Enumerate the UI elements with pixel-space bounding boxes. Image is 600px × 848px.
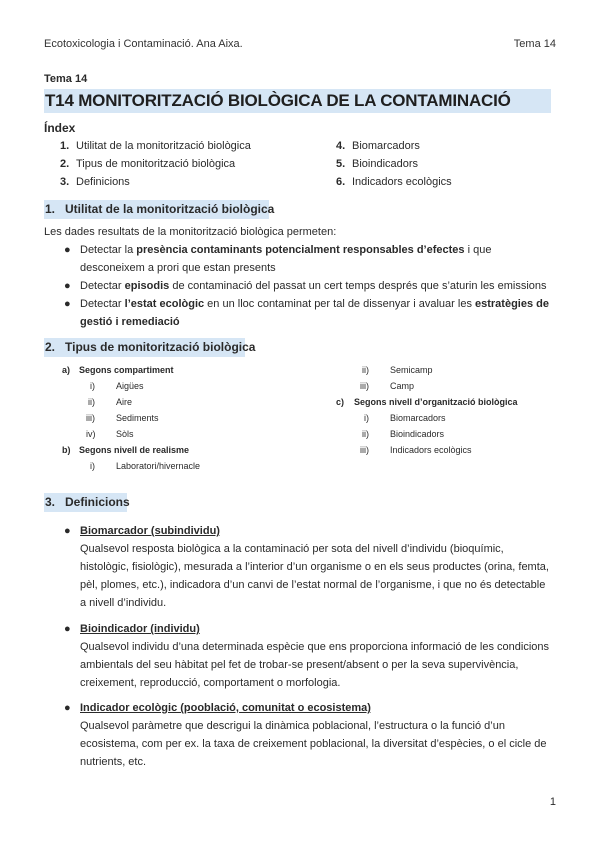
list-item: ● Detectar l’estat ecològic en un lloc contaminat per tal de dissenyar i avaluar les estratègies de gestió i remediació xyxy=(64,298,549,328)
section-1-intro: Les dades resultats de la monitorització biològica permeten: xyxy=(44,226,337,238)
definition-text: Qualsevol paràmetre que descrigui la dinàmica poblacional, l’estructura o la funció d’un ecosistema, com per ex. la taxa de creixement poblacional, la diversitat d’espècies, o el cicle de nutrients, etc. xyxy=(80,720,547,768)
index-item: 4. Biomarcadors xyxy=(336,140,420,152)
index-item: 5. Bioindicadors xyxy=(336,158,419,170)
index-item: 6. Indicadors ecològics xyxy=(336,176,452,188)
index-item: 2. Tipus de monitorització biològica xyxy=(60,158,236,170)
definition-item: ● Bioindicador (individu) Qualsevol individu d’una determinada espècie que ens proporciona informació de les condicions ambientals del seu hàbitat pel fet de trobar-se present/absent o per la seva supervivència, creixement, reproducció, comportament o morfologia. xyxy=(64,620,552,692)
index-heading: Índex xyxy=(44,121,76,135)
page-title-bar xyxy=(44,89,551,113)
definition-term: Bioindicador (individu) xyxy=(80,623,200,635)
list-item: ● Detectar episodis de contaminació del passat un cert temps després que s’aturin les emissions xyxy=(64,280,547,292)
page-title: T14 MONITORITZACIÓ BIOLÒGICA DE LA CONTAMINACIÓ xyxy=(45,91,511,110)
running-header-left: Ecotoxicologia i Contaminació. Ana Aixa. xyxy=(44,38,243,50)
definition-term: Indicador ecològic (pooblació, comunitat o ecosistema) xyxy=(80,702,371,714)
section-1-heading: 1. Utilitat de la monitorització biològica xyxy=(44,200,269,219)
definition-item: ● Indicador ecològic (pooblació, comunitat o ecosistema) Qualsevol paràmetre que descrigui la dinàmica poblacional, l’estructura o la funció d’un ecosistema, com per ex. la taxa de creixement poblacional, la diversitat d’espècies, o el cicle de nutrients, etc. xyxy=(64,699,552,771)
definition-item: ● Biomarcador (subindividu) Qualsevol resposta biològica a la contaminació per sota del nivell d’individu (bioquímic, histològic, fisiològic), mesurada a l’interior d’un organisme o en els seus productes (orina, femta, pèl, plomes, etc.), indicadora d’un canvi de l’estat normal de l’organisme, i que no és detectable a nivell d’individu. xyxy=(64,522,552,612)
definition-text: Qualsevol individu d’una determinada espècie que ens proporciona informació de les condicions ambientals del seu hàbitat pel fet de trobar-se present/absent o per la seva supervivència, creixement, reproducció, comportament o morfologia. xyxy=(80,641,550,689)
section-3-heading: 3. Definicions xyxy=(44,493,127,512)
list-item: ● Detectar la presència contaminants potencialment responsables d’efectes i que desconeixem a prori que estan presents xyxy=(64,244,492,274)
index-item: 1. Utilitat de la monitorització biològica xyxy=(60,140,251,152)
page-number: 1 xyxy=(549,796,556,808)
running-header-right: Tema 14 xyxy=(513,38,556,50)
index-item: 3. Definicions xyxy=(60,176,130,188)
definition-term: Biomarcador (subindividu) xyxy=(80,525,220,537)
definition-text: Qualsevol resposta biològica a la contaminació per sota del nivell d’individu (bioquímic, histològic, fisiològic), mesurada a l’interior d’un organisme o en els seus productes (orina, femta, pèl, plomes, etc.), indicadora d’un canvi de l’estat normal de l’organisme, i que no és detectable a nivell d’individu. xyxy=(80,543,549,609)
tema-label: Tema 14 xyxy=(44,73,88,85)
section-2-heading: 2. Tipus de monitorització biològica xyxy=(44,338,245,357)
